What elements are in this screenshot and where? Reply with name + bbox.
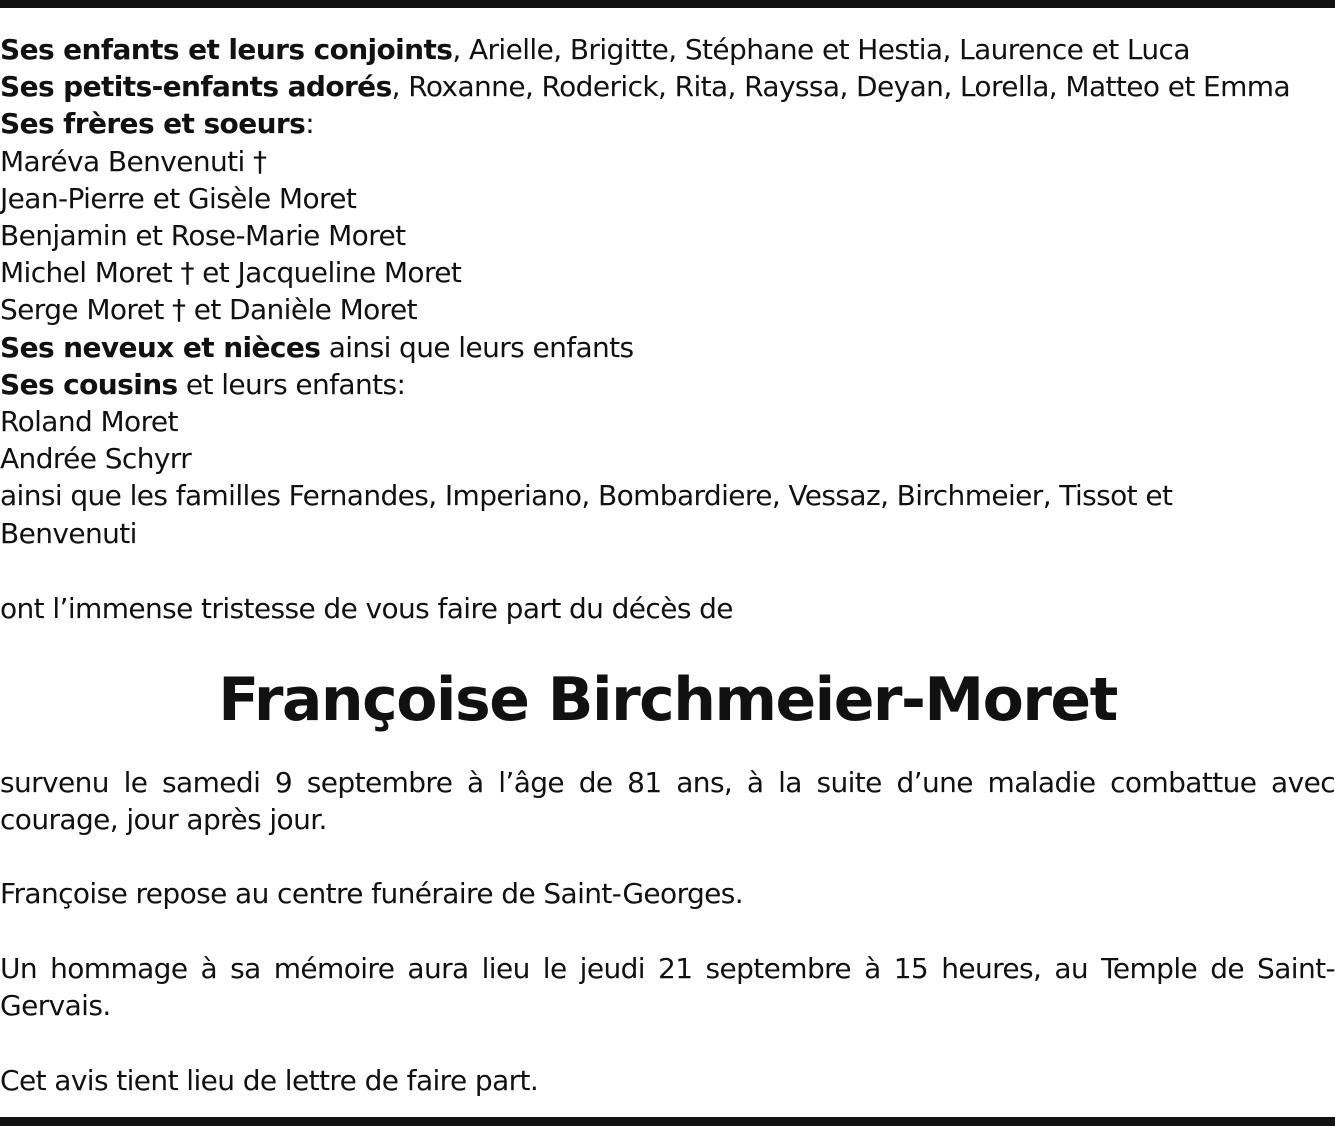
deceased-name: Françoise Birchmeier-Moret [218, 665, 1117, 735]
children-line [0, 31, 1335, 68]
nephews-label: Ses neveux et nièces [0, 330, 321, 364]
grandchildren-line [0, 68, 1335, 105]
announcement-text: ont l’immense tristesse de vous faire part du décès de [0, 592, 733, 625]
families-line-continued: Benvenuti [0, 516, 137, 550]
nephews-rest: ainsi que leurs enfants [320, 330, 634, 364]
children-label: Ses enfants et leurs conjoints [0, 33, 453, 66]
rest-paragraph: Françoise repose au centre funéraire de Saint-Georges. [0, 877, 744, 910]
cousin-entry: Roland Moret [0, 405, 178, 439]
grandchildren-label: Ses petits-enfants adorés [0, 70, 392, 104]
siblings-colon: : [305, 107, 315, 141]
cousins-label: Ses cousins [0, 367, 178, 401]
children-names: , Arielle, Brigitte, Stéphane et Hestia, Laurence et Luca [452, 33, 1190, 66]
closing-paragraph: Cet avis tient lieu de lettre de faire part. [0, 1064, 539, 1097]
grandchildren-names: , Roxanne, Roderick, Rita, Rayssa, Deyan, Lorella, Matteo et Emma [391, 70, 1291, 104]
siblings-heading [0, 105, 1335, 142]
top-rule [0, 0, 1335, 8]
siblings-label: Ses frères et soeurs [0, 107, 306, 141]
sibling-entry: Benjamin et Rose-Marie Moret [0, 219, 406, 253]
bottom-rule [0, 1117, 1335, 1126]
sibling-entry: Serge Moret † et Danièle Moret [0, 293, 417, 327]
cousins-rest: et leurs enfants: [177, 367, 406, 401]
ceremony-paragraph: Un hommage à sa mémoire aura lieu le jeudi 21 septembre à 15 heures, au Temple de Saint-Gervais. [0, 952, 1335, 1022]
family-list [0, 31, 1335, 552]
families-line: ainsi que les familles Fernandes, Imperiano, Bombardiere, Vessaz, Birchmeier, Tissot et [0, 479, 1173, 513]
death-paragraph: survenu le samedi 9 septembre à l’âge de 81 ans, à la suite d’une maladie combattue avec courage, jour après jour. [0, 766, 1335, 836]
nephews-line [0, 329, 1335, 366]
sibling-entry: Maréva Benvenuti † [0, 144, 267, 178]
sibling-entry: Michel Moret † et Jacqueline Moret [0, 256, 462, 290]
cousin-entry: Andrée Schyrr [0, 442, 192, 476]
sibling-entry: Jean-Pierre et Gisèle Moret [0, 181, 357, 215]
cousins-heading [0, 366, 1335, 403]
